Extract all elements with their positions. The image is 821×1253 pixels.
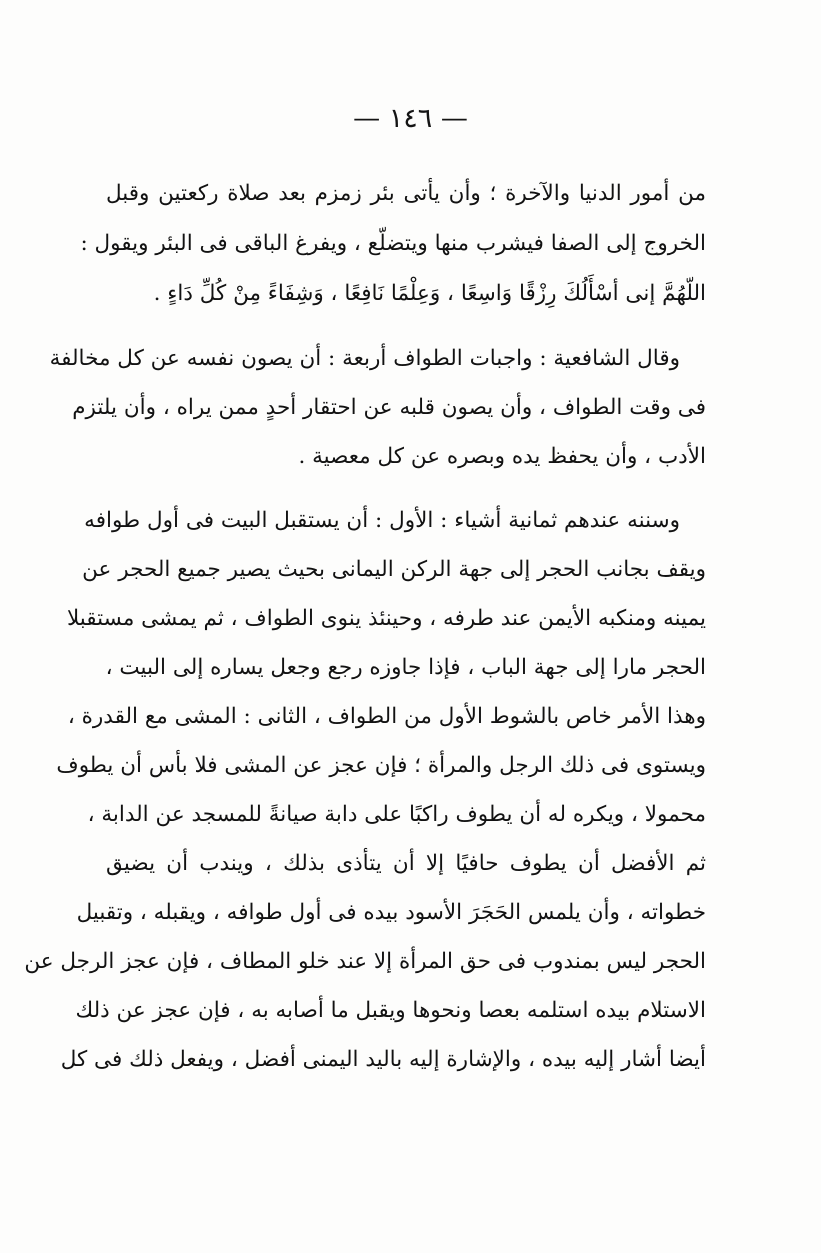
text-line: وقال الشافعية : واجبات الطواف أربعة : أن يصون نفسه عن كل مخالفة	[49, 346, 680, 371]
text-line: الحجر ليس بمندوب فى حق المرأة إلا عند خلو المطاف ، فإن عجز الرجل عن	[24, 949, 706, 974]
text-line: الخروج إلى الصفا فيشرب منها ويتضلّع ، ويفرغ الباقى فى البئر ويقول :	[80, 231, 706, 256]
text-line: ويستوى فى ذلك الرجل والمرأة ؛ فإن عجز عن المشى فلا بأس أن يطوف	[56, 753, 706, 778]
text-line: من أمور الدنيا والآخرة ؛ وأن يأتى بئر زمزم بعد صلاة ركعتين وقبل	[106, 181, 706, 206]
text-line: الحجر مارا إلى جهة الباب ، فإذا جاوزه رجع وجعل يساره إلى البيت ،	[105, 655, 706, 680]
text-line: ويقف بجانب الحجر إلى جهة الركن اليمانى بحيث يصير جميع الحجر عن	[82, 557, 706, 582]
text-line: اللّهُمَّ إنى أسْأَلُكَ رِزْقًا وَاسِعًا ، وَعِلْمًا نَافِعًا ، وَشِفَاءً مِنْ كُلِّ دَاءٍ .	[153, 281, 706, 306]
text-line: يمينه ومنكبه الأيمن عند طرفه ، وحينئذ ينوى الطواف ، ثم يمشى مستقبلا	[66, 606, 706, 631]
text-line: فى وقت الطواف ، وأن يصون قلبه عن احتقار أحدٍ ممن يراه ، وأن يلتزم	[72, 395, 706, 420]
text-line: الأدب ، وأن يحفظ يده وبصره عن كل معصية .	[298, 444, 706, 469]
text-line: ثم الأفضل أن يطوف حافيًا إلا أن يتأذى بذلك ، ويندب أن يضيق	[106, 851, 706, 876]
text-line: محمولا ، ويكره له أن يطوف راكبًا على دابة صيانةً للمسجد عن الدابة ،	[87, 802, 706, 827]
text-line: أيضا أشار إليه بيده ، والإشارة إليه باليد اليمنى أفضل ، ويفعل ذلك فى كل	[60, 1047, 706, 1072]
text-line: وهذا الأمر خاص بالشوط الأول من الطواف ، الثانى : المشى مع القدرة ،	[67, 704, 706, 729]
text-line: الاستلام بيده استلمه بعصا ونحوها ويقبل ما أصابه به ، فإن عجز عن ذلك	[75, 998, 706, 1023]
page-number: — ١٤٦ —	[353, 103, 468, 134]
text-line: خطواته ، وأن يلمس الحَجَرَ الأسود بيده فى أول طوافه ، ويقبله ، وتقبيل	[76, 900, 706, 925]
text-line: وسننه عندهم ثمانية أشياء : الأول : أن يستقبل البيت فى أول طوافه	[84, 508, 680, 533]
